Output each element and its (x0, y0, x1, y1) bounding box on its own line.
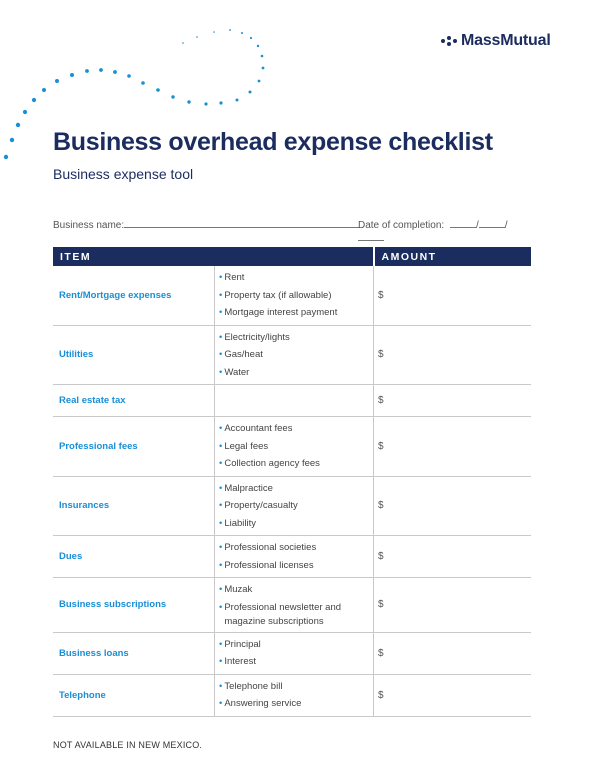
expense-item-label: Professional fees (53, 417, 215, 477)
subitem-label: Property tax (if allowable) (224, 289, 332, 301)
subitem-label: Telephone bill (224, 680, 283, 692)
page-title: Business overhead expense checklist (53, 128, 493, 156)
expense-subitems (215, 417, 374, 477)
subitem (219, 653, 369, 671)
subitem (219, 515, 369, 533)
expense-item-label: Real estate tax (53, 385, 215, 417)
bullet-icon: • (219, 440, 223, 452)
expense-subitems (215, 632, 374, 674)
bullet-icon: • (219, 482, 223, 494)
bullet-icon: • (219, 366, 223, 378)
amount-field[interactable]: $ (374, 325, 532, 385)
footer-disclaimer: NOT AVAILABLE IN NEW MEXICO. (53, 740, 203, 750)
bullet-icon: • (219, 656, 223, 667)
table-row (53, 632, 531, 674)
business-name-line[interactable] (124, 218, 359, 228)
date-year-line[interactable] (358, 231, 384, 241)
subitem (219, 329, 369, 347)
amount-field[interactable]: $ (374, 417, 532, 477)
logo-dots-icon (441, 36, 457, 46)
table-row (53, 266, 531, 325)
bullet-icon: • (219, 542, 223, 553)
business-name-field[interactable] (53, 218, 359, 231)
subitem (219, 304, 369, 322)
table-row (53, 476, 531, 536)
table-row (53, 578, 531, 633)
expense-checklist-table (53, 247, 531, 717)
subitem (219, 636, 369, 654)
bullet-icon: • (219, 559, 223, 571)
subitem-label: Gas/heat (224, 349, 263, 360)
expense-subitems (215, 266, 374, 325)
subitem (219, 678, 369, 696)
subitem (219, 455, 369, 473)
date-separator: / (475, 220, 479, 231)
subitem-label: Muzak (224, 584, 253, 595)
expense-item-label: Business loans (53, 632, 215, 674)
page-subtitle: Business expense tool (53, 166, 194, 182)
expense-item-label: Business subscriptions (53, 578, 215, 633)
item-column-header: ITEM (53, 247, 374, 266)
subitem (219, 364, 369, 382)
expense-item-label: Telephone (53, 674, 215, 716)
bullet-icon: • (219, 680, 223, 692)
bullet-icon: • (219, 423, 223, 434)
bullet-icon: • (219, 458, 223, 469)
subitem (219, 695, 369, 713)
subitem-label: Water (224, 366, 250, 378)
subitem-label: Property/casualty (224, 500, 298, 511)
bullet-icon: • (219, 584, 223, 595)
amount-column-header: AMOUNT (374, 247, 532, 266)
massmutual-logo (441, 32, 551, 50)
subitem-label: Legal fees (224, 440, 269, 452)
subitem-label: Malpractice (224, 482, 273, 494)
expense-item-label: Rent/Mortgage expenses (53, 266, 215, 325)
table-header-row (53, 247, 531, 266)
subitem (219, 287, 369, 305)
subitem-label: Collection agency fees (224, 458, 320, 469)
table-row (53, 417, 531, 477)
subitem (219, 581, 369, 599)
expense-subitems (215, 476, 374, 536)
date-label: Date of completion: (358, 220, 445, 231)
amount-field[interactable]: $ (374, 266, 532, 325)
subitem (219, 438, 369, 456)
subitem (219, 599, 369, 629)
bullet-icon: • (219, 272, 223, 283)
logo-wordmark: MassMutual (461, 32, 551, 49)
subitem-label: Professional licenses (224, 559, 314, 571)
expense-subitems (215, 325, 374, 385)
bullet-icon: • (219, 307, 223, 318)
table-row (53, 385, 531, 417)
subitem (219, 539, 369, 557)
table-row (53, 674, 531, 716)
subitem-label: Professional newsletter and magazine subscriptions (224, 601, 342, 627)
subitem (219, 269, 369, 287)
subitem (219, 497, 369, 515)
business-name-label: Business name: (53, 220, 125, 231)
subitem (219, 346, 369, 364)
expense-subitems (215, 674, 374, 716)
date-day-line[interactable] (479, 218, 505, 228)
table-row (53, 325, 531, 385)
bullet-icon: • (219, 601, 223, 613)
expense-item-label: Insurances (53, 476, 215, 536)
bullet-icon: • (219, 500, 223, 511)
bullet-icon: • (219, 698, 223, 709)
subitem-label: Interest (224, 656, 257, 667)
bullet-icon: • (219, 331, 223, 343)
amount-field[interactable]: $ (374, 632, 532, 674)
subitem-label: Liability (224, 517, 257, 529)
amount-field[interactable]: $ (374, 674, 532, 716)
subitem-label: Principal (224, 638, 261, 650)
amount-field[interactable]: $ (374, 536, 532, 578)
bullet-icon: • (219, 289, 223, 301)
subitem (219, 480, 369, 498)
table-row (53, 536, 531, 578)
date-separator: / (504, 220, 508, 231)
subitem-label: Professional societies (224, 542, 317, 553)
subitem-label: Electricity/lights (224, 331, 290, 343)
date-month-line[interactable] (450, 218, 476, 228)
subitem (219, 557, 369, 575)
expense-subitems (215, 536, 374, 578)
bullet-icon: • (219, 349, 223, 360)
subitem (219, 420, 369, 438)
subitem-label: Accountant fees (224, 423, 293, 434)
amount-field[interactable]: $ (374, 578, 532, 633)
amount-field[interactable]: $ (374, 476, 532, 536)
bullet-icon: • (219, 638, 223, 650)
expense-subitems (215, 385, 374, 417)
amount-field[interactable]: $ (374, 385, 532, 417)
subitem-label: Rent (224, 272, 245, 283)
expense-item-label: Dues (53, 536, 215, 578)
expense-subitems (215, 578, 374, 633)
subitem-label: Answering service (224, 698, 302, 709)
bullet-icon: • (219, 517, 223, 529)
subitem-label: Mortgage interest payment (224, 307, 338, 318)
date-of-completion-field[interactable] (358, 218, 531, 244)
expense-item-label: Utilities (53, 325, 215, 385)
